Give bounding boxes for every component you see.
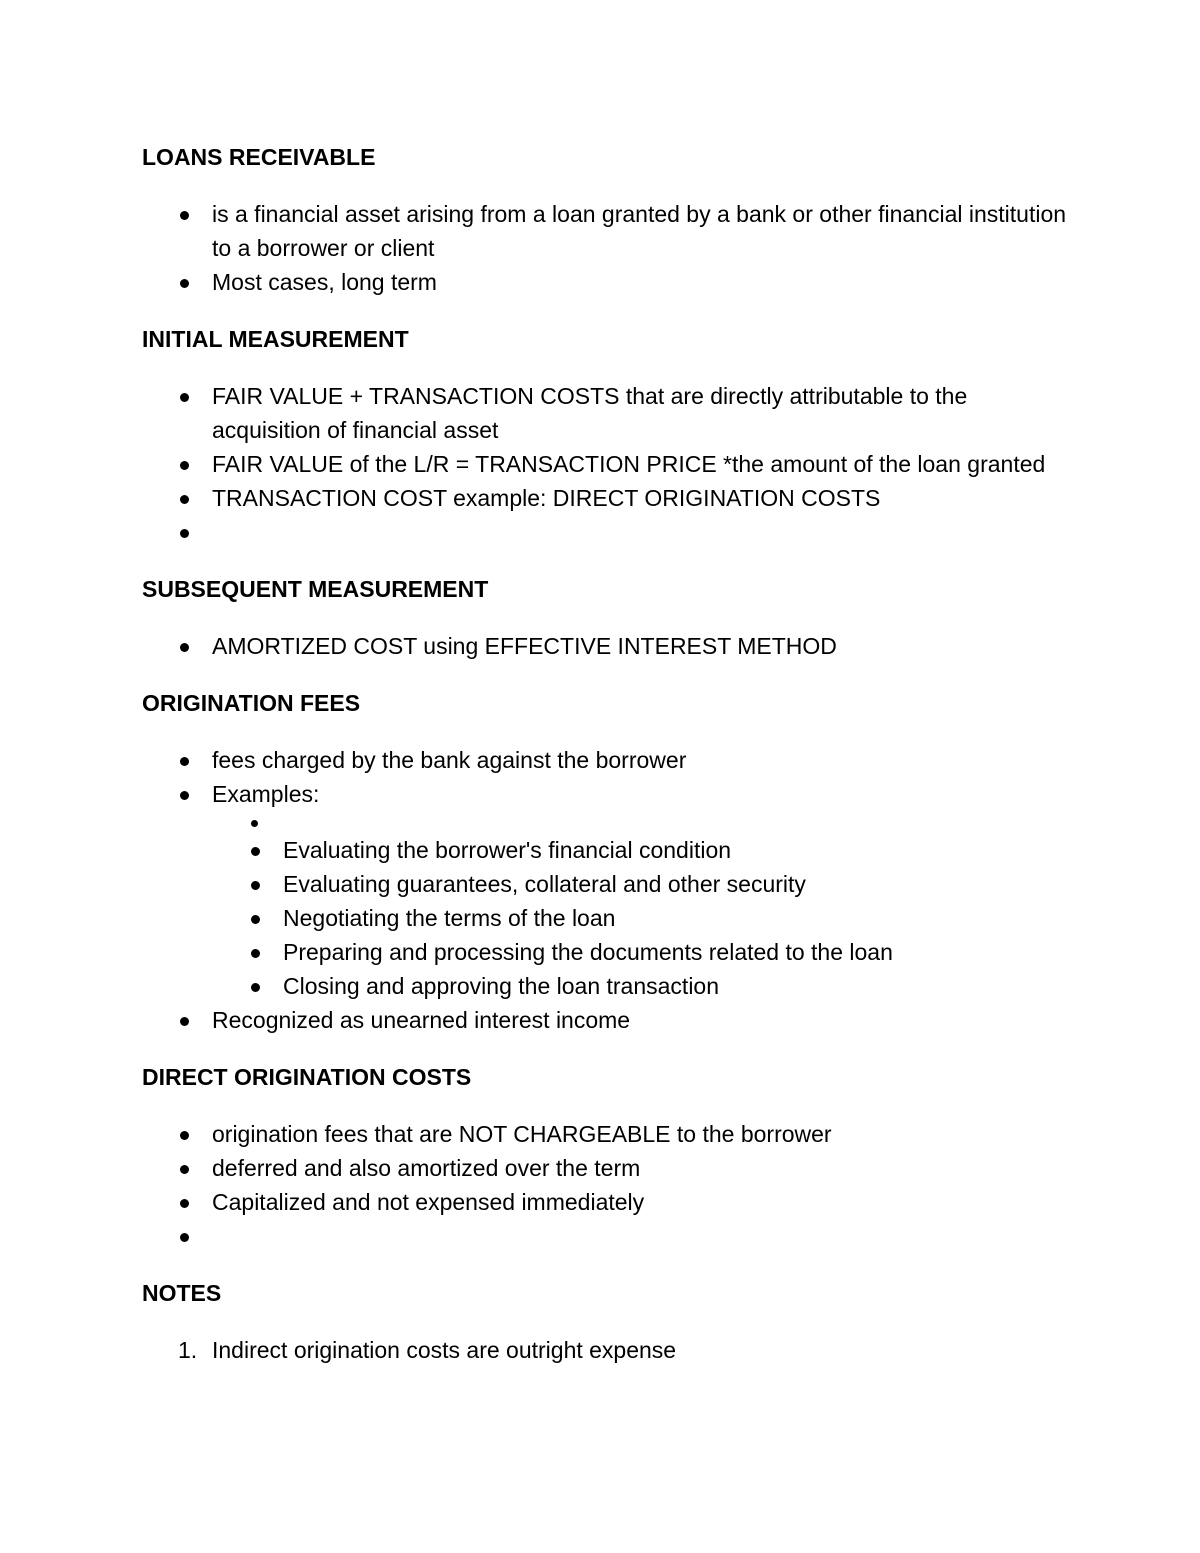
list-item [142, 197, 1072, 265]
list-item-text: AMORTIZED COST using EFFECTIVE INTEREST METHOD [212, 633, 837, 659]
section-heading-subsequent-measurement: SUBSEQUENT MEASUREMENT [142, 576, 489, 602]
list-item [142, 777, 1072, 1003]
loans-receivable-list [142, 197, 1072, 299]
section-heading-loans-receivable: LOANS RECEIVABLE [142, 144, 376, 170]
sublist-item [142, 969, 1072, 1003]
sublist-item [142, 901, 1072, 935]
subsequent-measurement-list [142, 629, 1072, 663]
bullet-icon [180, 495, 189, 504]
sublist-item-text: Preparing and processing the documents related to the loan [283, 939, 893, 965]
bullet-icon [180, 1017, 189, 1026]
list-item-text: Examples: [212, 781, 320, 807]
list-item [142, 1151, 1072, 1185]
section-heading-notes: NOTES [142, 1280, 222, 1306]
bullet-icon [180, 1233, 189, 1242]
bullet-icon [180, 1165, 189, 1174]
sublist-item-empty [142, 811, 1072, 833]
bullet-icon [180, 279, 189, 288]
initial-measurement-list [142, 379, 1072, 549]
list-item-text: origination fees that are NOT CHARGEABLE to the borrower [212, 1121, 832, 1147]
bullet-icon [180, 791, 189, 800]
list-item-text: FAIR VALUE + TRANSACTION COSTS that are directly attributable to the acquisition of financial asset [212, 383, 968, 443]
list-item [142, 1003, 1072, 1037]
list-item-empty [142, 1219, 1072, 1253]
list-number: 1. [178, 1337, 198, 1363]
list-item [142, 1117, 1072, 1151]
list-item [142, 743, 1072, 777]
direct-origination-costs-list [142, 1117, 1072, 1253]
origination-fees-list [142, 743, 1072, 1037]
bullet-icon [180, 1131, 189, 1140]
sublist-item-text: Closing and approving the loan transaction [283, 973, 720, 999]
numbered-item [142, 1333, 1072, 1367]
sublist-item-text: Evaluating guarantees, collateral and other security [283, 871, 806, 897]
bullet-icon [251, 881, 260, 890]
bullet-icon [180, 461, 189, 470]
bullet-icon [251, 847, 260, 856]
bullet-icon [180, 757, 189, 766]
list-item [142, 265, 1072, 299]
bullet-icon [180, 211, 189, 220]
list-item [142, 447, 1072, 481]
list-item-text: fees charged by the bank against the borrower [212, 747, 687, 773]
list-item-empty [142, 515, 1072, 549]
sublist-item [142, 935, 1072, 969]
section-heading-origination-fees: ORIGINATION FEES [142, 690, 361, 716]
document-page [142, 140, 1072, 1390]
bullet-icon [251, 949, 260, 958]
sublist-item-text: Negotiating the terms of the loan [283, 905, 616, 931]
sublist-item [142, 833, 1072, 867]
sublist-item-text: Evaluating the borrower's financial condition [283, 837, 732, 863]
list-item-text: TRANSACTION COST example: DIRECT ORIGINATION COSTS [212, 485, 881, 511]
examples-sublist [212, 811, 1072, 1003]
bullet-icon [251, 915, 260, 924]
bullet-icon [251, 820, 258, 827]
bullet-icon [180, 393, 189, 402]
list-item [142, 379, 1072, 447]
sublist-item [142, 867, 1072, 901]
bullet-icon [180, 529, 189, 538]
list-item-text: FAIR VALUE of the L/R = TRANSACTION PRICE *the amount of the loan granted [212, 451, 1046, 477]
list-item-text: is a financial asset arising from a loan granted by a bank or other financial institution to a borrower or client [212, 201, 1067, 261]
notes-list [142, 1333, 1072, 1367]
list-item [142, 629, 1072, 663]
section-heading-initial-measurement: INITIAL MEASUREMENT [142, 326, 409, 352]
list-item-text: Most cases, long term [212, 269, 437, 295]
bullet-icon [251, 983, 260, 992]
bullet-icon [180, 1199, 189, 1208]
section-heading-direct-origination-costs: DIRECT ORIGINATION COSTS [142, 1064, 472, 1090]
bullet-icon [180, 643, 189, 652]
list-item [142, 481, 1072, 515]
list-item-text: deferred and also amortized over the term [212, 1155, 641, 1181]
list-item-text: Recognized as unearned interest income [212, 1007, 631, 1033]
numbered-item-text: Indirect origination costs are outright expense [212, 1337, 677, 1363]
list-item [142, 1185, 1072, 1219]
list-item-text: Capitalized and not expensed immediately [212, 1189, 645, 1215]
